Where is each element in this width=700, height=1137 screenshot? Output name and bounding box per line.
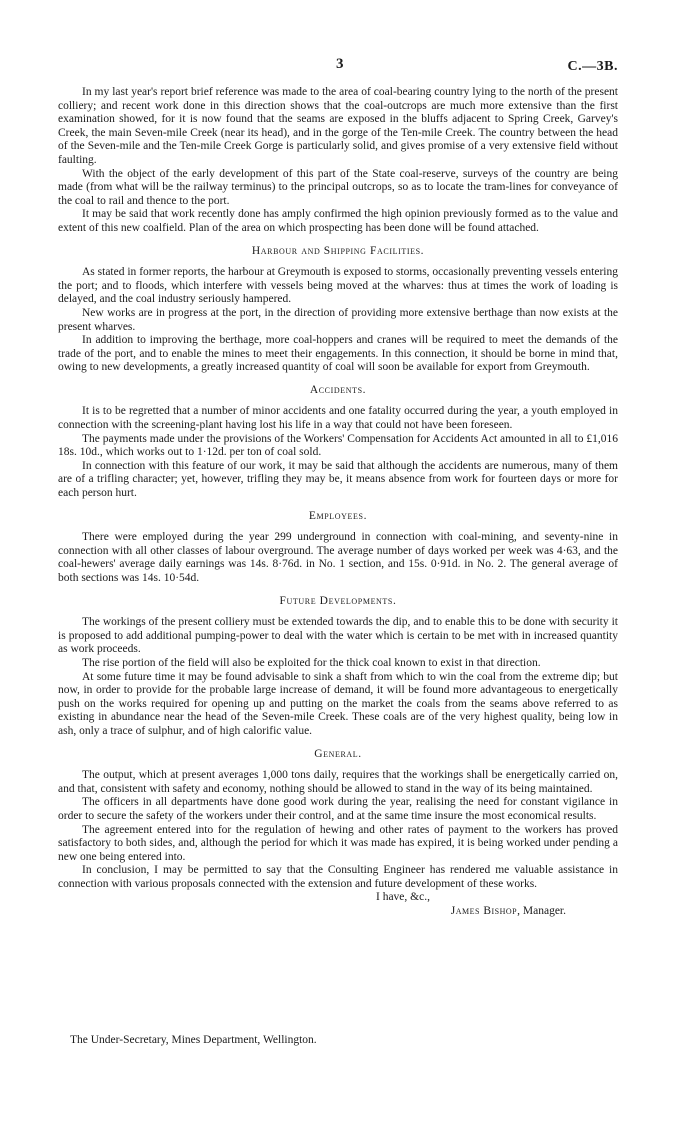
paragraph: The output, which at present averages 1,000 tons daily, requires that the workings shall be energetically carried on, and that, consistent with safety and economy, nothing should be allowed to stand in the way of its being maintained.: [58, 769, 618, 795]
section-heading-harbour: Harbour and Shipping Facilities.: [251, 244, 425, 257]
signature-closing: I have, &c.,: [376, 891, 430, 904]
paragraph: New works are in progress at the port, in the direction of providing more extensive berthage than now exists at the present wharves.: [58, 306, 618, 333]
paragraph: The officers in all departments have done good work during the year, realising the need for constant vigilance in order to secure the safety of the workers under their control, and at the same time insure the most economical results.: [58, 796, 618, 822]
section-heading-employees: Employees.: [308, 509, 368, 522]
signature-name: James Bishop: [450, 905, 518, 918]
paragraph: In my last year's report brief reference was made to the area of coal-bearing country lying to the north of the present colliery; and recent work done in this direction shows that the coal-outcrops are much more extensive than the first examination showed, for it is now found that the seams are exposed in the bluffs adjacent to Spring Creek, Garvey's Creek, the main Seven-mile Creek (near its head), and in the gorge of the Ten-mile Creek. The country between the head of the Seven-mile and the Ten-mile Creek Gorge is particularly solid, and gives promise of a very extensive field without faulting.: [58, 86, 618, 166]
paragraph: The payments made under the provisions of the Workers' Compensation for Accidents Act amounted in all to £1,016 18s. 10d., which works out to 1·12d. per ton of coal sold.: [58, 432, 618, 459]
paragraph: The rise portion of the field will also be exploited for the thick coal known to exist in that direction.: [82, 656, 541, 669]
paragraph: The workings of the present colliery must be extended towards the dip, and to enable this to be done with security it is proposed to add additional pumping-power to deal with the water which is certain to be met with in increased quantity as work proceeds.: [58, 616, 618, 656]
section-heading-accidents: Accidents.: [309, 383, 367, 396]
page-number: 3: [336, 56, 344, 72]
paragraph: It may be said that work recently done has amply confirmed the high opinion previously formed as to the value and extent of this new coalfield. Plan of the area on which prospecting has been done will be found attached.: [58, 208, 618, 234]
paragraph: With the object of the early development of this part of the State coal-reserve, surveys of the country are being made (from what will be the railway terminus) to the principal outcrops, so as to locate the tram-lines for conveyance of the coal to rail and thence to the port.: [58, 167, 618, 207]
signature-block: [58, 891, 618, 927]
addressee: The Under-Secretary, Mines Department, Wellington.: [70, 1034, 317, 1046]
section-heading-general: General.: [314, 747, 362, 760]
signature-name-line: [451, 905, 566, 919]
document-reference: C.—3B.: [567, 59, 618, 74]
paragraph: As stated in former reports, the harbour at Greymouth is exposed to storms, occasionally preventing vessels entering the port; and to floods, which interfere with vessels being moved at the wharves: thus at times the work of loading is delayed, and the coal industry seriously hampered.: [58, 266, 618, 306]
paragraph: There were employed during the year 299 underground in connection with coal-mining, and seventy-nine in connection with all other classes of labour overground. The average number of days worked per week was 4·63, and the coal-hewers' average daily earnings was 14s. 8·76d. in No. 1 section, and 15s. 0·91d. in No. 2. The general average of both sections was 14s. 10·54d.: [58, 531, 618, 584]
paragraph: At some future time it may be found advisable to sink a shaft from which to win the coal from the extreme dip; but now, in order to provide for the probable large increase of demand, it will be found more advantageous to energetically push on the works required for opening up and putting on the market the coals from the seams above referred to as existing in abundance near the head of the Seven-mile Creek. These coals are of the very highest quality, being low in ash, only a trace of sulphur, and of high calorific value.: [58, 670, 618, 737]
document-body: [58, 86, 618, 927]
paragraph: The agreement entered into for the regulation of hewing and other rates of payment to the workers has proved satisfactory to both sides, and, although the period for which it was made has expired, it is being worked under pending a new one being entered into.: [58, 823, 618, 863]
section-heading-future-developments: Future Developments.: [279, 594, 397, 607]
paragraph: In connection with this feature of our work, it may be said that although the accidents are numerous, many of them are of a trifling character; yet, however, trifling they may be, it means absence from work for fourteen days or more for each person hurt.: [58, 459, 618, 500]
paragraph: In addition to improving the berthage, more coal-hoppers and cranes will be required to meet the demands of the trade of the port, and to enable the mines to meet their engagements. In this connection, it should be borne in mind that, owing to new developments, a greatly increased quantity of coal will soon be available for export from Greymouth.: [58, 334, 618, 374]
paragraph: In conclusion, I may be permitted to say that the Consulting Engineer has rendered me valuable assistance in connection with various proposals connected with the extension and future development of these works.: [58, 864, 618, 890]
paragraph: It is to be regretted that a number of minor accidents and one fatality occurred during the year, a youth employed in connection with the screening-plant having lost his life in a way that could not have been foreseen.: [58, 405, 618, 432]
signature-title: , Manager.: [517, 905, 566, 918]
